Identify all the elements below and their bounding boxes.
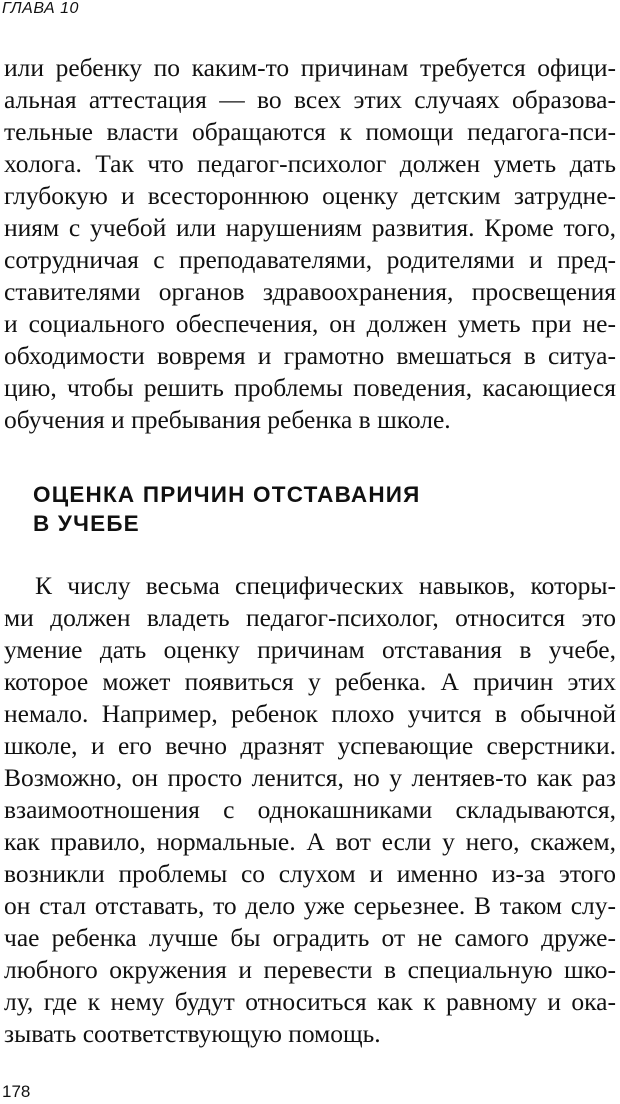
text-line: цию, чтобы решить проблемы поведения, касающиеся bbox=[4, 373, 616, 402]
text-line: чае ребенка лучше бы оградить от не самого друже- bbox=[4, 923, 616, 952]
text-line: Возможно, он просто ленится, но у лентяев-то как раз bbox=[4, 763, 616, 792]
heading-line: ОЦЕНКА ПРИЧИН ОТСТАВАНИЯ bbox=[33, 482, 421, 507]
text-line: обучения и пребывания ребенка в школе. bbox=[4, 405, 451, 434]
text-line: альная аттестация — во всех этих случаях образова- bbox=[4, 85, 616, 114]
text-line: взаимоотношения с однокашниками складываются, bbox=[4, 795, 616, 824]
text-line: как правило, нормальные. А вот если у него, скажем, bbox=[4, 827, 616, 856]
text-line: он стал отставать, то дело уже серьезнее. В таком слу- bbox=[4, 891, 616, 920]
text-line: или ребенку по каким-то причинам требуется офици- bbox=[4, 53, 616, 82]
text-line: которое может появиться у ребенка. А причин этих bbox=[4, 667, 616, 696]
paragraph-1 bbox=[4, 52, 616, 436]
text-line: ми должен владеть педагог-психолог, относится это bbox=[4, 603, 616, 632]
text-line: ставителями органов здравоохранения, просвещения bbox=[4, 277, 616, 306]
text-line: школе, и его вечно дразнят успевающие сверстники. bbox=[4, 731, 616, 760]
text-line: возникли проблемы со слухом и именно из-за этого bbox=[4, 859, 616, 888]
paragraph-2 bbox=[4, 570, 616, 1050]
text-line: холога. Так что педагог-психолог должен уметь дать bbox=[4, 149, 616, 178]
heading-line: В УЧЕБЕ bbox=[33, 511, 140, 536]
text-line: сотрудничая с преподавателями, родителями и пред- bbox=[4, 245, 616, 274]
text-line: глубокую и всестороннюю оценку детским затрудне- bbox=[4, 181, 616, 210]
text-line: К числу весьма специфических навыков, которы- bbox=[35, 571, 616, 600]
running-head: ГЛАВА 10 bbox=[2, 0, 79, 17]
text-line: зывать соответствующую помощь. bbox=[4, 1019, 381, 1048]
page-number: 178 bbox=[2, 1082, 31, 1101]
text-line: лу, где к нему будут относиться как к равному и ока- bbox=[4, 987, 616, 1016]
text-line: умение дать оценку причинам отставания в учебе, bbox=[4, 635, 616, 664]
section-heading bbox=[33, 480, 593, 538]
text-line: и социального обеспечения, он должен уметь при не- bbox=[4, 309, 616, 338]
text-line: тельные власти обращаются к помощи педагога-пси- bbox=[4, 117, 616, 146]
text-line: обходимости вовремя и грамотно вмешаться в ситуа- bbox=[4, 341, 616, 370]
text-line: немало. Например, ребенок плохо учится в обычной bbox=[4, 699, 616, 728]
text-line: ниям с учебой или нарушениям развития. Кроме того, bbox=[4, 213, 616, 242]
text-line: любного окружения и перевести в специальную шко- bbox=[4, 955, 616, 984]
